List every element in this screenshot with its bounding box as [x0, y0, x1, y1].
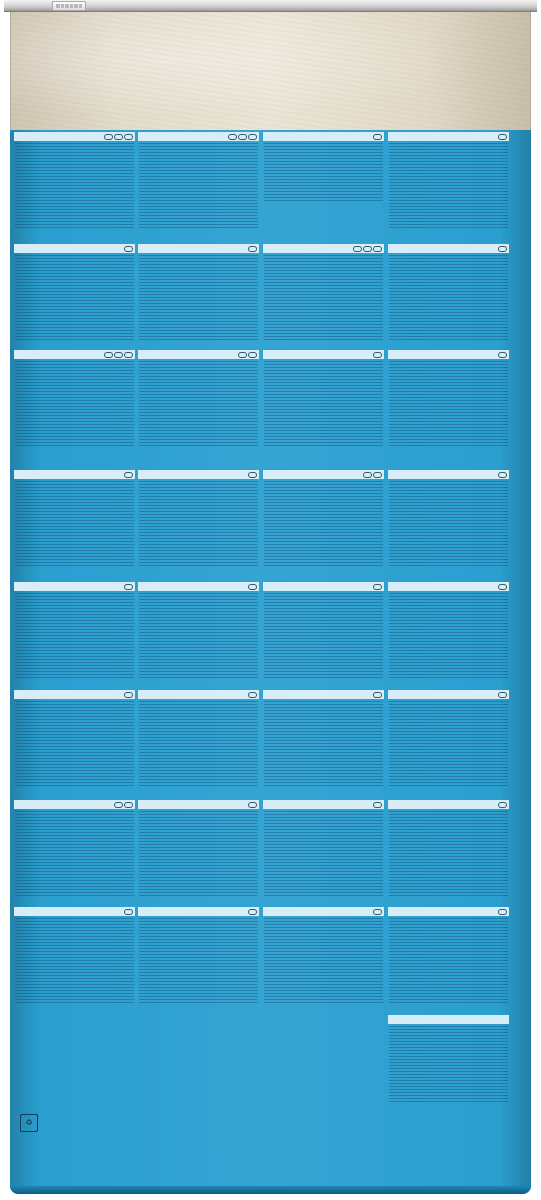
- language-code-badge: [248, 584, 257, 590]
- panel-body-text: [139, 701, 258, 787]
- text-panel: [14, 582, 135, 680]
- text-panel: [138, 907, 259, 1005]
- panel-body-text: [15, 593, 134, 679]
- text-panel: [388, 350, 509, 448]
- language-codes: [124, 246, 133, 252]
- language-code-badge: [498, 692, 507, 698]
- language-code-badge: [373, 352, 382, 358]
- language-code-badge: [114, 802, 123, 808]
- text-panel: [388, 690, 509, 788]
- panel-header: [138, 800, 259, 809]
- panel-body-text: [139, 143, 258, 229]
- panel-body-text: [389, 481, 508, 567]
- language-code-badge: [353, 246, 362, 252]
- language-codes: [228, 134, 257, 140]
- panel-body-text: [139, 593, 258, 679]
- language-codes: [104, 352, 133, 358]
- language-codes: [248, 802, 257, 808]
- language-codes: [248, 584, 257, 590]
- language-code-badge: [498, 134, 507, 140]
- panel-header: [14, 132, 135, 141]
- panel-body-text: [264, 255, 383, 341]
- panel-header: [14, 244, 135, 253]
- text-panel: [14, 800, 135, 898]
- paper-label-band: [10, 12, 531, 130]
- language-code-badge: [498, 472, 507, 478]
- text-panel: [263, 907, 384, 1005]
- language-code-badge: [124, 584, 133, 590]
- panel-body-text: [389, 143, 508, 229]
- language-codes: [498, 352, 507, 358]
- language-code-badge: [248, 134, 257, 140]
- language-codes: [498, 134, 507, 140]
- panel-body-text: [139, 811, 258, 897]
- text-panel: [263, 582, 384, 680]
- text-panel: [138, 244, 259, 342]
- language-code-badge: [373, 584, 382, 590]
- panel-body-text: [389, 361, 508, 447]
- panel-header: [388, 582, 509, 591]
- language-code-badge: [248, 352, 257, 358]
- language-code-badge: [373, 909, 382, 915]
- panel-body-text: [264, 701, 383, 787]
- panel-body-text: [139, 918, 258, 1004]
- panel-body-text: [139, 255, 258, 341]
- panel-header: [14, 582, 135, 591]
- language-codes: [104, 134, 133, 140]
- language-code-badge: [373, 134, 382, 140]
- text-panel: [263, 244, 384, 342]
- language-code-badge: [498, 246, 507, 252]
- language-code-badge: [498, 802, 507, 808]
- language-codes: [124, 692, 133, 698]
- text-panel: [14, 470, 135, 568]
- language-code-badge: [498, 584, 507, 590]
- language-codes: [498, 692, 507, 698]
- panel-header: [14, 907, 135, 916]
- panel-header: [388, 350, 509, 359]
- language-code-badge: [114, 352, 123, 358]
- zip-pull-tab: [52, 1, 86, 11]
- language-code-badge: [104, 134, 113, 140]
- language-code-badge: [248, 909, 257, 915]
- language-code-badge: [124, 352, 133, 358]
- panel-header: [388, 244, 509, 253]
- panel-body-text: [389, 701, 508, 787]
- text-panel: [14, 690, 135, 788]
- packaging-bag: [4, 0, 537, 1196]
- text-panel: [263, 690, 384, 788]
- panel-body-text: [139, 481, 258, 567]
- panel-body-text: [15, 361, 134, 447]
- panel-header: [14, 350, 135, 359]
- language-code-badge: [124, 692, 133, 698]
- panel-header: [388, 907, 509, 916]
- text-panel: [388, 1015, 509, 1113]
- panel-body-text: [389, 1026, 508, 1104]
- zip-clip: [4, 0, 537, 12]
- text-panel: [14, 244, 135, 342]
- panel-body-text: [15, 701, 134, 787]
- language-codes: [248, 246, 257, 252]
- panel-header: [138, 350, 259, 359]
- text-panel: [263, 470, 384, 568]
- text-panel: [14, 350, 135, 448]
- panel-header: [138, 132, 259, 141]
- panel-body-text: [15, 255, 134, 341]
- text-panel: [138, 690, 259, 788]
- language-codes: [124, 909, 133, 915]
- text-panel: [14, 132, 135, 230]
- language-code-badge: [238, 352, 247, 358]
- language-codes: [373, 909, 382, 915]
- panel-body-text: [15, 811, 134, 897]
- language-codes: [373, 802, 382, 808]
- language-code-badge: [373, 246, 382, 252]
- language-code-badge: [373, 692, 382, 698]
- panel-body-text: [15, 481, 134, 567]
- language-code-badge: [363, 246, 372, 252]
- panel-header: [263, 800, 384, 809]
- language-codes: [248, 909, 257, 915]
- language-codes: [498, 802, 507, 808]
- language-codes: [373, 692, 382, 698]
- language-codes: [124, 472, 133, 478]
- language-code-badge: [248, 246, 257, 252]
- language-code-badge: [248, 692, 257, 698]
- language-code-badge: [373, 472, 382, 478]
- language-codes: [238, 352, 257, 358]
- language-code-badge: [498, 909, 507, 915]
- text-panel: [388, 907, 509, 1005]
- text-panel: [263, 800, 384, 898]
- panel-header: [138, 690, 259, 699]
- text-panel: [388, 132, 509, 230]
- language-code-badge: [228, 134, 237, 140]
- language-code-badge: [114, 134, 123, 140]
- language-codes: [373, 352, 382, 358]
- panel-body-text: [389, 918, 508, 1004]
- language-code-badge: [248, 472, 257, 478]
- language-codes: [498, 246, 507, 252]
- panel-body-text: [264, 811, 383, 897]
- text-panel: [138, 582, 259, 680]
- panel-header: [14, 690, 135, 699]
- panel-header: [14, 470, 135, 479]
- text-panel: [138, 470, 259, 568]
- panel-header: [263, 582, 384, 591]
- panel-body-text: [264, 918, 383, 1004]
- language-codes: [114, 802, 133, 808]
- bag-bottom-edge: [10, 1186, 531, 1194]
- panel-body-text: [264, 361, 383, 447]
- panel-header: [138, 470, 259, 479]
- language-codes: [353, 246, 382, 252]
- language-code-badge: [248, 802, 257, 808]
- text-panel: [263, 132, 384, 230]
- text-panel: [138, 800, 259, 898]
- panel-header: [138, 582, 259, 591]
- language-code-badge: [124, 802, 133, 808]
- text-panel: [14, 907, 135, 1005]
- panel-header: [263, 907, 384, 916]
- panel-body-text: [264, 143, 383, 201]
- panel-body-text: [264, 593, 383, 679]
- panel-header: [388, 800, 509, 809]
- panel-body-text: [389, 593, 508, 679]
- text-panel: [138, 132, 259, 230]
- panel-header: [263, 350, 384, 359]
- language-codes: [373, 584, 382, 590]
- language-code-badge: [124, 246, 133, 252]
- language-codes: [248, 692, 257, 698]
- language-code-badge: [238, 134, 247, 140]
- text-panel: [263, 350, 384, 448]
- language-code-badge: [373, 802, 382, 808]
- panel-body-text: [15, 143, 134, 229]
- text-panel: [138, 350, 259, 448]
- text-panel: [388, 244, 509, 342]
- panel-header: [388, 132, 509, 141]
- panel-header: [138, 907, 259, 916]
- panel-header: [263, 690, 384, 699]
- panel-header: [263, 244, 384, 253]
- language-code-badge: [124, 134, 133, 140]
- text-panel: [388, 470, 509, 568]
- text-panel: [388, 800, 509, 898]
- language-codes: [498, 584, 507, 590]
- text-panel: [388, 582, 509, 680]
- language-codes: [373, 134, 382, 140]
- panel-header: [138, 244, 259, 253]
- panel-header: [14, 800, 135, 809]
- language-codes: [363, 472, 382, 478]
- panel-body-text: [15, 918, 134, 1004]
- recycling-symbol-icon: ♻: [20, 1114, 38, 1132]
- panel-body-text: [264, 481, 383, 567]
- language-codes: [248, 472, 257, 478]
- panel-header: [388, 470, 509, 479]
- language-code-badge: [363, 472, 372, 478]
- panel-body-text: [139, 361, 258, 447]
- panel-header: [388, 690, 509, 699]
- panel-header: [263, 470, 384, 479]
- language-code-badge: [124, 472, 133, 478]
- panel-body-text: [389, 255, 508, 341]
- panel-body-text: [389, 811, 508, 897]
- language-code-badge: [124, 909, 133, 915]
- language-codes: [498, 909, 507, 915]
- language-code-badge: [498, 352, 507, 358]
- panel-header: [388, 1015, 509, 1024]
- language-code-badge: [104, 352, 113, 358]
- language-codes: [498, 472, 507, 478]
- language-codes: [124, 584, 133, 590]
- panel-header: [263, 132, 384, 141]
